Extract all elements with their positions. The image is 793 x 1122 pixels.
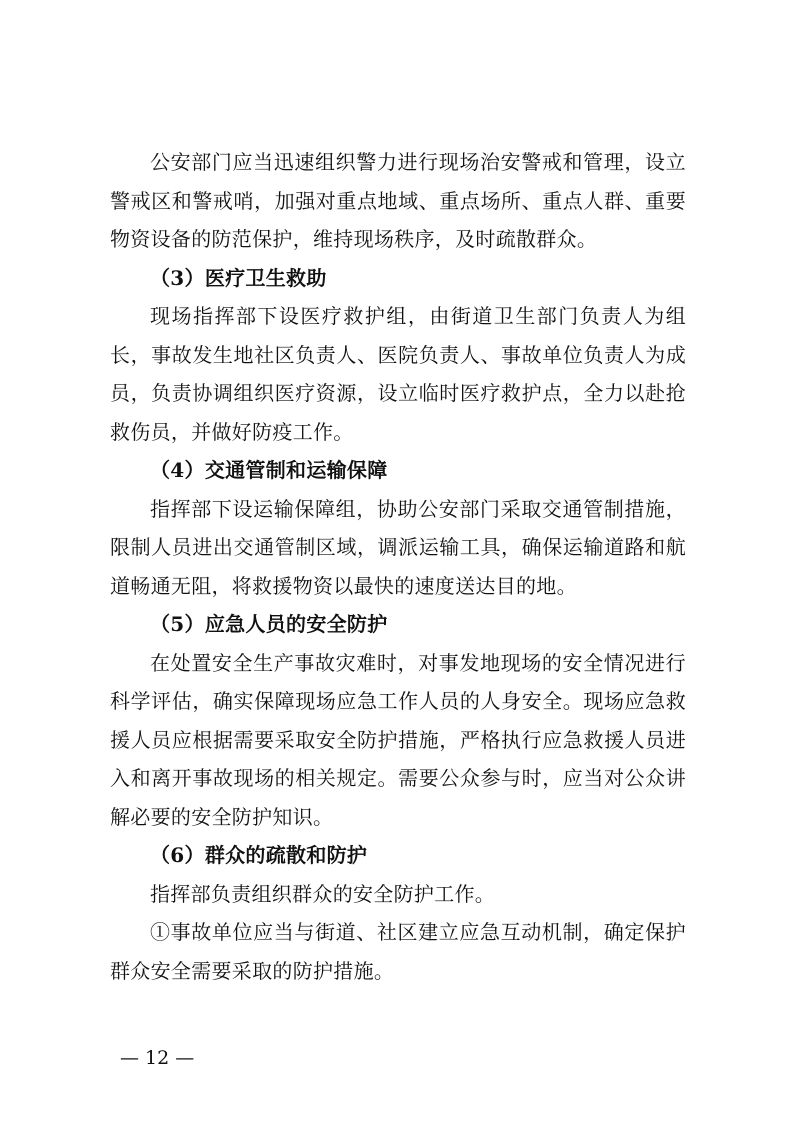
- paragraph-medical-rescue: 现场指挥部下设医疗救护组，由街道卫生部门负责人为组长，事故发生地社区负责人、医院负责人、事故单位负责人为成员，负责协调组织医疗资源，设立临时医疗救护点，全力以赴抢救伤员，并做好防疫工作。: [110, 304, 686, 444]
- heading-public-evacuation: （6）群众的疏散和防护: [150, 843, 368, 867]
- heading-traffic-transport: （4）交通管制和运输保障: [150, 458, 388, 482]
- paragraph-police-security: 公安部门应当迅速组织警力进行现场治安警戒和管理，设立警戒区和警戒哨，加强对重点地域、重点场所、重点人群、重要物资设备的防范保护，维持现场秩序，及时疏散群众。: [110, 150, 686, 251]
- paragraph-traffic-transport: 指挥部下设运输保障组，协助公安部门采取交通管制措施，限制人员进出交通管制区域，调派运输工具，确保运输道路和航道畅通无阻，将救援物资以最快的速度送达目的地。: [110, 496, 686, 598]
- heading-medical-rescue: （3）医疗卫生救助: [150, 265, 327, 290]
- paragraph-public-protection-item-1: ①事故单位应当与街道、社区建立应急互动机制，确定保护群众安全需要采取的防护措施。: [110, 920, 686, 983]
- heading-responder-safety: （5）应急人员的安全防护: [150, 612, 388, 636]
- paragraph-responder-safety: 在处置安全生产事故灾难时，对事发地现场的安全情况进行科学评估，确实保障现场应急工作人员的人身安全。现场应急救援人员应根据需要采取安全防护措施，严格执行应急救援人员进入和离开事故现场的相关规定。需要公众参与时，应当对公众讲解必要的安全防护知识。: [110, 650, 686, 829]
- page-number: — 12 —: [120, 1047, 195, 1069]
- document-body: [110, 143, 686, 990]
- paragraph-public-protection-duty: 指挥部负责组织群众的安全防护工作。: [150, 881, 496, 906]
